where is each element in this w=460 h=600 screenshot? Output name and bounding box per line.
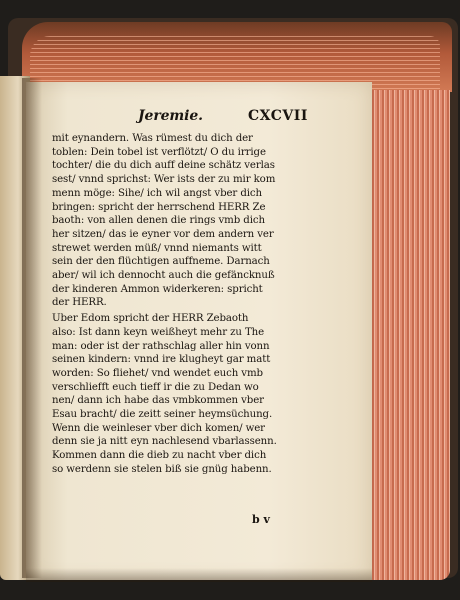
text-line: Kommen dann die dieb zu nacht vber dich bbox=[52, 450, 267, 462]
text-line: sest/ vnnd sprichst: Wer ists der zu mir kom bbox=[52, 174, 276, 186]
page-bottom-shadow bbox=[26, 568, 372, 582]
page-header bbox=[52, 110, 324, 130]
text-line: Wenn die weinleser vber dich komen/ wer bbox=[52, 422, 265, 434]
gutter-shadow bbox=[22, 78, 42, 578]
text-line: strewet werden müß/ vnnd niemants witt bbox=[52, 242, 262, 254]
text-line: der kinderen Ammon widerkeren: spricht bbox=[52, 283, 263, 295]
text-line: also: Ist dann keyn weißheyt mehr zu The bbox=[52, 326, 265, 338]
text-line: tochter/ die du dich auff deine schätz verlas bbox=[52, 160, 275, 172]
text-line: baoth: von allen denen die rings vmb dich bbox=[52, 215, 265, 227]
folio-number: CXCVII bbox=[248, 108, 308, 124]
text-line: mit eynandern. Was rümest du dich der bbox=[52, 133, 253, 144]
text-line: Uber Edom spricht der HERR Zebaoth bbox=[52, 313, 249, 325]
text-line: aber/ wil ich dennocht auch die gefäncknuß bbox=[52, 270, 275, 282]
text-line: menn möge: Sihe/ ich wil angst vber dich bbox=[52, 187, 262, 199]
text-line: man: oder ist der rathschlag aller hin vonn bbox=[52, 340, 270, 352]
text-line: her sitzen/ das ie eyner vor dem andern ver bbox=[52, 228, 274, 240]
text-line: so werdenn sie stelen biß sie gnüg habenn. bbox=[52, 463, 272, 475]
text-line: der HERR. bbox=[52, 297, 107, 309]
running-head: Jeremie. bbox=[138, 108, 203, 124]
text-line: nen/ dann ich habe das vmbkommen vber bbox=[52, 395, 264, 407]
text-line: verschliefft euch tieff ir die zu Dedan wo bbox=[52, 381, 259, 393]
text-line: worden: So fliehet/ vnd wendet euch vmb bbox=[52, 367, 263, 379]
text-line: bringen: spricht der herrschend HERR Ze bbox=[52, 201, 266, 213]
text-line: sein der den flüchtigen auffneme. Darnach bbox=[52, 256, 270, 268]
text-line: denn sie ja nitt eyn nachlesend vbarlassenn. bbox=[52, 436, 277, 448]
text-line: Esau bracht/ die zeitt seiner heymsüchung. bbox=[52, 409, 273, 421]
page-text bbox=[52, 110, 324, 477]
text-line: toblen: Dein tobel ist verflötzt/ O du irrige bbox=[52, 146, 266, 158]
text-line: seinen kindern: vnnd ire klugheyt gar matt bbox=[52, 354, 271, 366]
signature-mark: b v bbox=[252, 513, 270, 526]
